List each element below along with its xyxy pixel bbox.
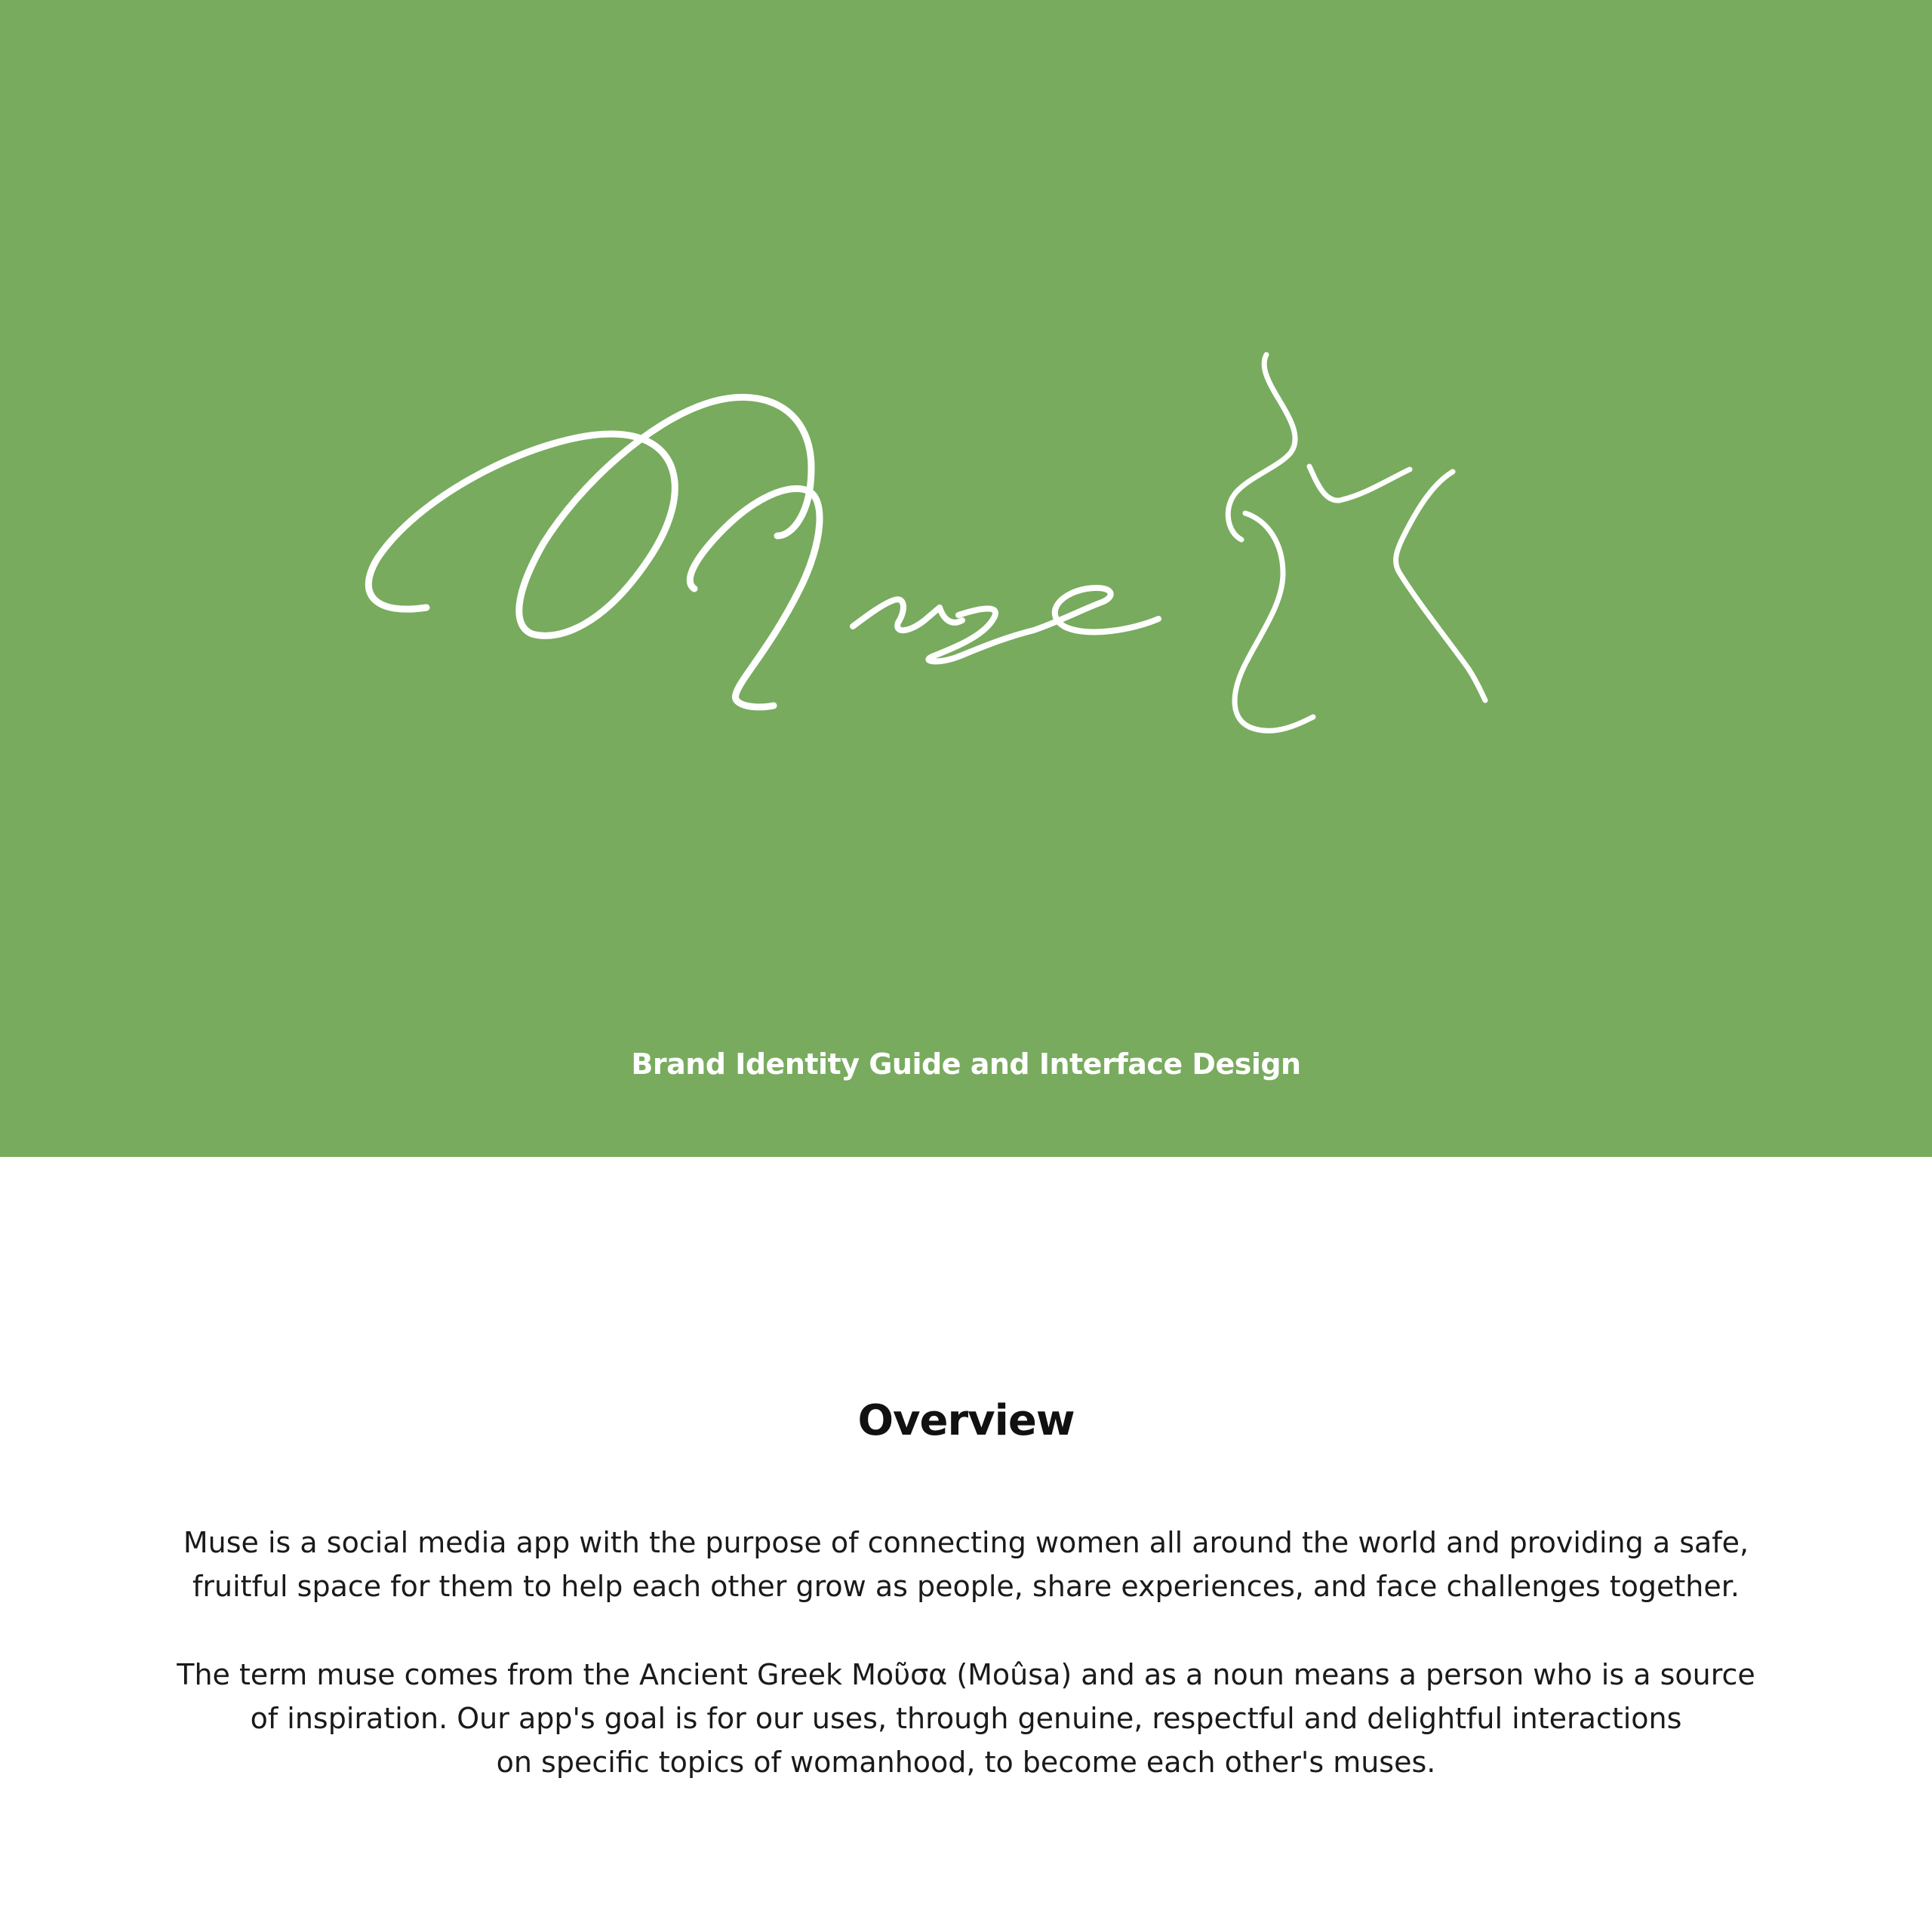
paragraph-line: The term muse comes from the Ancient Greek Μοῦσα (Moûsa) and as a noun means a person who is a source [177, 1658, 1755, 1691]
paragraph-line: Muse is a social media app with the purpose of connecting women all around the world and providing a safe, [183, 1526, 1749, 1559]
logo-figure-line-art [1228, 355, 1485, 731]
paragraph-line: fruitful space for them to help each other grow as people, share experiences, and face challenges together. [192, 1570, 1740, 1603]
overview-paragraph-etymology [136, 1653, 1796, 1784]
paragraph-line: of inspiration. Our app's goal is for our uses, through genuine, respectful and delightful interactions [250, 1702, 1682, 1735]
overview-heading: Overview [857, 1396, 1075, 1445]
paragraph-line: on specific topics of womanhood, to become each other's muses. [496, 1746, 1436, 1779]
hero-subtitle: Brand Identity Guide and Interface Design [631, 1048, 1301, 1081]
logo-script-wordmark [368, 397, 1158, 706]
overview-section [0, 1157, 1932, 1932]
overview-paragraph-purpose [136, 1521, 1796, 1608]
